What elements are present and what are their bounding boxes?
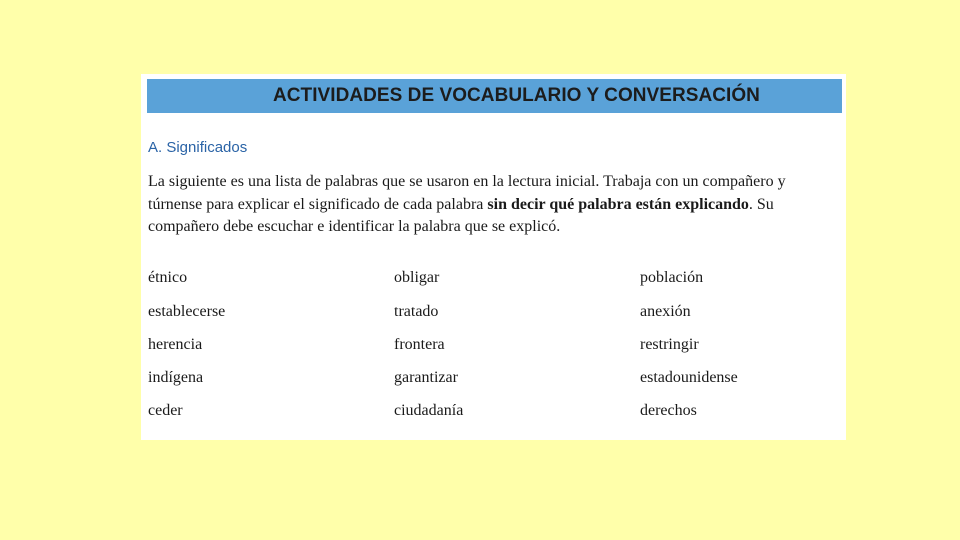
- section-heading: A. Significados: [148, 139, 248, 156]
- vocab-word: restringir: [640, 336, 699, 353]
- instructions-bold-text: sin decir qué palabra están explicando: [487, 195, 749, 213]
- vocab-word: estadounidense: [640, 369, 738, 386]
- vocab-word: indígena: [148, 369, 204, 386]
- instructions-paragraph: [148, 171, 828, 239]
- vocab-word: establecerse: [148, 303, 226, 320]
- title-bar: [147, 79, 842, 113]
- vocab-word: derechos: [640, 402, 697, 419]
- vocab-word: obligar: [394, 269, 440, 286]
- vocab-word: tratado: [394, 303, 439, 320]
- vocab-word: garantizar: [394, 369, 458, 386]
- instructions-text-end: . Su compañero debe escuchar e identificar la palabra que se explicó.: [148, 195, 774, 235]
- vocab-word: ceder: [148, 402, 183, 419]
- vocab-word: herencia: [148, 336, 203, 353]
- vocab-word: frontera: [394, 336, 445, 353]
- vocab-word: población: [640, 269, 704, 286]
- page-title: ACTIVIDADES DE VOCABULARIO Y CONVERSACIÓN: [273, 85, 760, 106]
- vocab-word: anexión: [640, 303, 691, 320]
- vocab-word: ciudadanía: [394, 402, 464, 419]
- worksheet-card: [141, 74, 846, 440]
- instructions-text-start: La siguiente es una lista de palabras que se usaron en la lectura inicial. Trabaja con un compañero y túrnense para explicar el significado de cada palabra: [148, 173, 786, 213]
- vocab-word: étnico: [148, 269, 188, 286]
